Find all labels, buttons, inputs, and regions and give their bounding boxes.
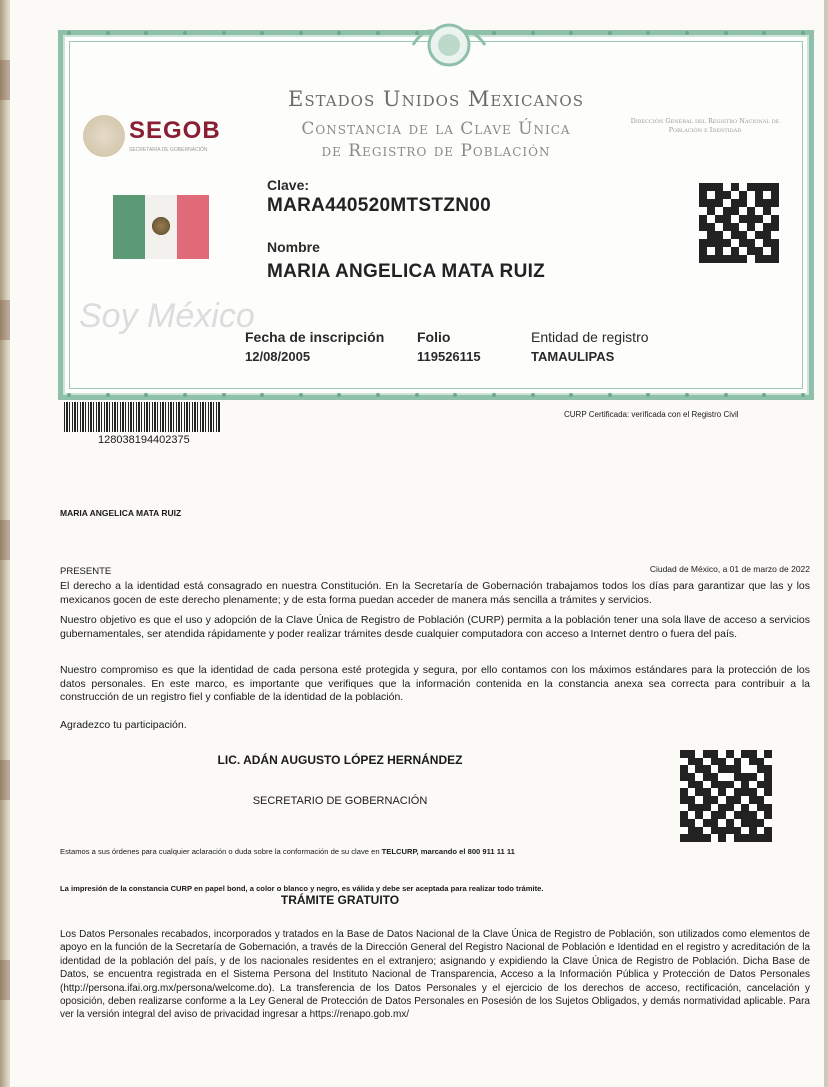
certificate-qr-code: [699, 183, 779, 263]
national-seal-icon: [409, 15, 489, 71]
contact-line: [60, 845, 810, 859]
letter-recipient: MARIA ANGELICA MATA RUIZ: [60, 508, 182, 518]
signer-title: SECRETARIO DE GOBERNACIÓN: [252, 795, 428, 807]
folio-label: Folio: [417, 329, 451, 345]
barcode: [64, 402, 220, 432]
document-page: [10, 0, 824, 1087]
barcode-number: 128038194402375: [98, 434, 190, 446]
letter-presente: PRESENTE: [60, 566, 112, 577]
tramite-gratuito: TRÁMITE GRATUITO: [280, 893, 400, 907]
clave-value: MARA440520MTSTZN00: [267, 195, 491, 216]
segob-subtitle: SECRETARÍA DE GOBERNACIÓN: [129, 147, 208, 153]
title-estados-unidos: Estados Unidos Mexicanos: [288, 87, 584, 111]
certificate-frame: [58, 30, 814, 400]
letter-thanks: Agradezco tu participación.: [60, 719, 187, 731]
segob-wordmark: SEGOB: [129, 117, 221, 144]
nombre-label: Nombre: [267, 239, 320, 255]
entidad-label: Entidad de registro: [531, 329, 649, 345]
signature-qr-code: [680, 750, 772, 842]
title-constancia: Constancia de la Clave Única: [301, 119, 571, 139]
contact-text: Estamos a sus órdenes para cualquier aclaración o duda sobre la conformación de su clave en: [60, 847, 382, 856]
mexico-flag-icon: [113, 195, 209, 259]
print-validity-note: La impresión de la constancia CURP en papel bond, a color o blanco y negro, es válida y debe ser aceptada para realizar todo trámite.: [60, 884, 544, 893]
privacy-notice: Los Datos Personales recabados, incorporados y tratados en la Base de Datos Nacional de la Clave Única de Registro de Población, son utilizados como elementos de apoyo en la función de la Secretaría de Gobernación, a través de la Dirección General del Registro Nacional de Población e Identidad en el registro y acreditación de la identidad de la población del país, y de los nacionales residentes en el extranjero; asignando y expidiendo la Clave Única de Registro de Población. Dicha Base de Datos, se encuentra registrada en el Sistema Persona del Instituto Nacional de Transparencia, Acceso a la Información Pública y Protección de Datos Personales (http://persona.ifai.org.mx/persona/welcome.do). La transferencia de los Datos Personales y el ejercicio de los derechos de acceso, rectificación, cancelación y oposición, deben realizarse conforme a la Ley General de Protección de Datos Personales en Posesión de los Sujetos Obligados, y demás normatividad aplicable. Para ver la versión integral del aviso de privacidad ingresar a https://renapo.gob.mx/: [60, 929, 810, 1021]
letter-date: Ciudad de México, a 01 de marzo de 2022: [649, 564, 810, 574]
dgr-logo-text: Dirección General del Registro Nacional de Población e Identidad: [630, 117, 780, 134]
fecha-value: 12/08/2005: [245, 349, 311, 364]
soy-mexico-watermark: Soy México: [79, 297, 255, 335]
letter-paragraph-3: Nuestro compromiso es que la identidad de cada persona esté protegida y segura, por ello contamos con los máximos estándares para la protección de los datos personales. En este marco, es importante que verifiques que la información contenida en la constancia anexa sea correcta para contribuir a la construcción de un registro fiel y confiable de la identidad de la población.: [60, 664, 810, 703]
nombre-value: MARIA ANGELICA MATA RUIZ: [267, 261, 546, 282]
clave-label: Clave:: [267, 177, 310, 193]
entidad-value: TAMAULIPAS: [531, 349, 615, 364]
segob-emblem-icon: [83, 115, 125, 157]
telcurp-phone: TELCURP, marcando el 800 911 11 11: [381, 847, 515, 856]
frame-ornament-bottom: [67, 393, 805, 399]
certified-note: CURP Certificada: verificada con el Registro Civil: [564, 410, 739, 419]
letter-paragraph-2: Nuestro objetivo es que el uso y adopción de la Clave Única de Registro de Población (CURP) permita a la población tener una sola llave de acceso a servicios gubernamentales, ser atendida rápidamente y poder realizar trámites desde cualquier computadora con acceso a Internet dentro o fuera del país.: [60, 614, 810, 640]
fecha-label: Fecha de inscripción: [245, 329, 385, 345]
segob-logo: [83, 113, 253, 161]
title-registro: de Registro de Población: [321, 141, 551, 161]
signer-name: LIC. ADÁN AUGUSTO LÓPEZ HERNÁNDEZ: [217, 753, 463, 767]
folio-value: 119526115: [417, 349, 481, 364]
letter-paragraph-1: El derecho a la identidad está consagrado en nuestra Constitución. En la Secretaría de Gobernación trabajamos todos los días para garantizar que las y los mexicanos gocen de este derecho plenamente; y de esta forma puedan acceder de manera más sencilla a trámites y servicios.: [60, 580, 810, 606]
